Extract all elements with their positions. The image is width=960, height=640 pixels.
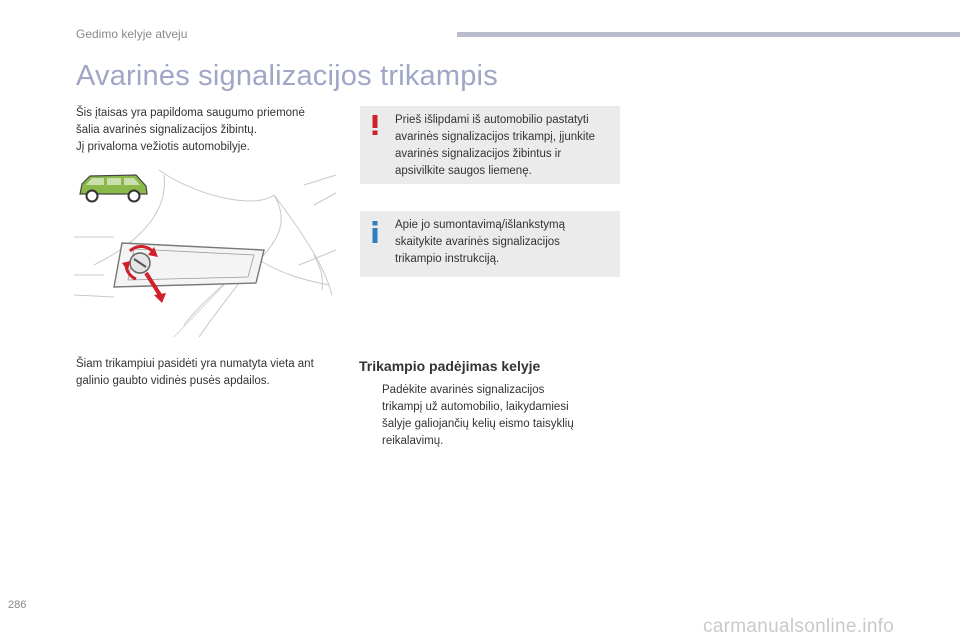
step-line: Padėkite avarinės signalizacijos <box>382 384 545 396</box>
warning-line: avarinės signalizacijos žibintus ir <box>395 148 562 160</box>
page-title: Avarinės signalizacijos trikampis <box>76 60 498 92</box>
warning-line: apsivilkite saugos liemenę. <box>395 165 532 177</box>
step-text <box>382 382 622 450</box>
warning-line: avarinės signalizacijos trikampį, įjunkite <box>395 131 596 143</box>
info-line: trikampio instrukciją. <box>395 253 500 265</box>
placement-heading: Trikampio padėjimas kelyje <box>359 358 541 374</box>
step-line: šalyje galiojančių kelių eismo taisyklių <box>382 418 574 430</box>
info-note <box>360 211 620 277</box>
intro-line: Šis įtaisas yra papildoma saugumo priemonė <box>76 107 305 119</box>
intro-line: šalia avarinės signalizacijos žibintų. <box>76 124 257 136</box>
info-line: Apie jo sumontavimą/išlankstymą <box>395 219 566 231</box>
step-line: trikampį už automobilio, laikydamiesi <box>382 401 569 413</box>
info-text <box>395 217 617 268</box>
exclamation-icon <box>371 115 379 135</box>
watermark: carmanualsonline.info <box>703 616 895 637</box>
step-line: reikalavimų. <box>382 435 444 447</box>
warning-note <box>360 106 620 184</box>
warning-text <box>395 112 617 180</box>
section-label: Gedimo kelyje atveju <box>76 27 188 41</box>
warning-line: Prieš išlipdami iš automobilio pastatyti <box>395 114 589 126</box>
storage-line: galinio gaubto vidinės pusės apdailos. <box>76 375 270 387</box>
storage-text <box>76 356 346 390</box>
intro-text <box>76 105 346 156</box>
page-number: 286 <box>8 599 27 611</box>
intro-line: Jį privaloma vežiotis automobilyje. <box>76 141 250 153</box>
car-icon <box>76 172 151 204</box>
header-bar <box>457 32 960 37</box>
info-icon <box>371 221 379 243</box>
storage-line: Šiam trikampiui pasidėti yra numatyta vieta ant <box>76 358 314 370</box>
info-line: skaitykite avarinės signalizacijos <box>395 236 560 248</box>
